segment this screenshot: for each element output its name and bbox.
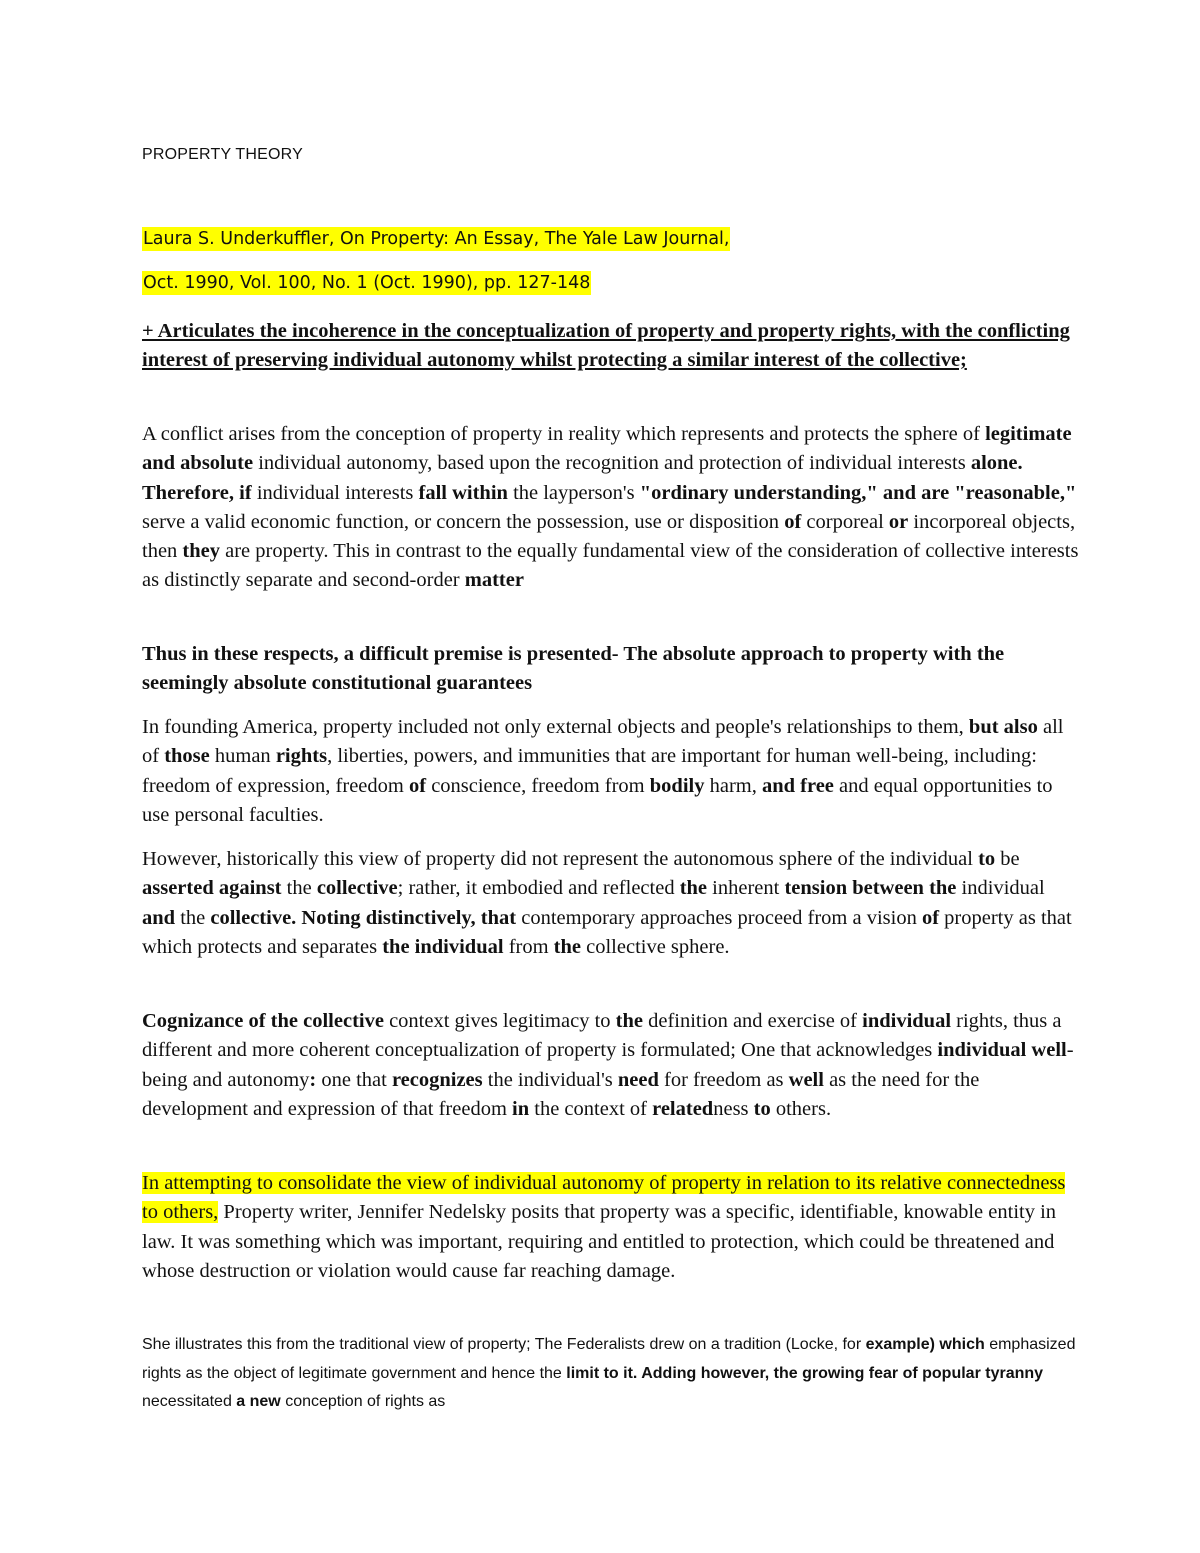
citation-highlight-2: Oct. 1990, Vol. 100, No. 1 (Oct. 1990), pp. 127-148 (143, 273, 591, 293)
citation-highlight-1: Laura S. Underkuffler, On Property: An Essay, The Yale Law Journal, (143, 229, 730, 249)
citation-line-2 (142, 273, 591, 293)
highlighted-sentence: In attempting to consolidate the view of individual autonomy of property in relation to its relative connectedness to others, (142, 1172, 1066, 1224)
paragraph-premise (142, 640, 1082, 699)
thesis-statement (142, 317, 1082, 376)
paragraph-historical-view: However, historically this view of property did not represent the autonomous sphere of the individual to be asserted against the collective; rather, it embodied and reflected the inherent tension between the individual and the collective. Noting distinctively, that contemporary approaches proceed from a vision of property as that which protects and separates the individual from the collective sphere. (142, 848, 1072, 958)
premise-text: Thus in these respects, a difficult premise is presented- The absolute approach to property with the seemingly absolute constitutional guarantees (142, 643, 1005, 695)
document-title: PROPERTY THEORY (142, 146, 303, 163)
paragraph-federalists: She illustrates this from the traditional view of property; The Federalists drew on a tradition (Locke, for example) which emphasized rights as the object of legitimate government and hence the limit to it. Adding however, the growing fear of popular tyranny necessitated a new conception of rights as (142, 1336, 1076, 1410)
citation-line-1 (142, 229, 730, 249)
paragraph-conflict: A conflict arises from the conception of property in reality which represents and protects the sphere of legitimate and absolute individual autonomy, based upon the recognition and protection of individual interests alone. Therefore, if individual interests fall within the layperson's "ordinary understanding," and are "reasonable," serve a valid economic function, or concern the possession, use or disposition of corporeal or incorporeal objects, then they are property. This in contrast to the equally fundamental view of the consideration of collective interests as distinctly separate and second-order matter (142, 423, 1079, 592)
paragraph-nedelsky: In attempting to consolidate the view of individual autonomy of property in relation to its relative connectedness to others, Property writer, Jennifer Nedelsky posits that property was a specific, identifiable, knowable entity in law. It was something which was important, requiring and entitled to protection, which could be threatened and whose destruction or violation would cause far reaching damage. (142, 1172, 1066, 1282)
paragraph-founding-america: In founding America, property included not only external objects and people's relationships to them, but also all of those human rights, liberties, powers, and immunities that are important for human well-being, including: freedom of expression, freedom of conscience, freedom from bodily harm, and free and equal opportunities to use personal faculties. (142, 716, 1064, 826)
thesis-text: + Articulates the incoherence in the conceptualization of property and property rights, with the conflicting interest of preserving individual autonomy whilst protecting a similar interest of the collective; (142, 320, 1070, 372)
paragraph-cognizance: Cognizance of the collective context gives legitimacy to the definition and exercise of individual rights, thus a different and more coherent conceptualization of property is formulated; One that acknowledges individual well-being and autonomy: one that recognizes the individual's need for freedom as well as the need for the development and expression of that freedom in the context of relatedness to others. (142, 1010, 1074, 1120)
